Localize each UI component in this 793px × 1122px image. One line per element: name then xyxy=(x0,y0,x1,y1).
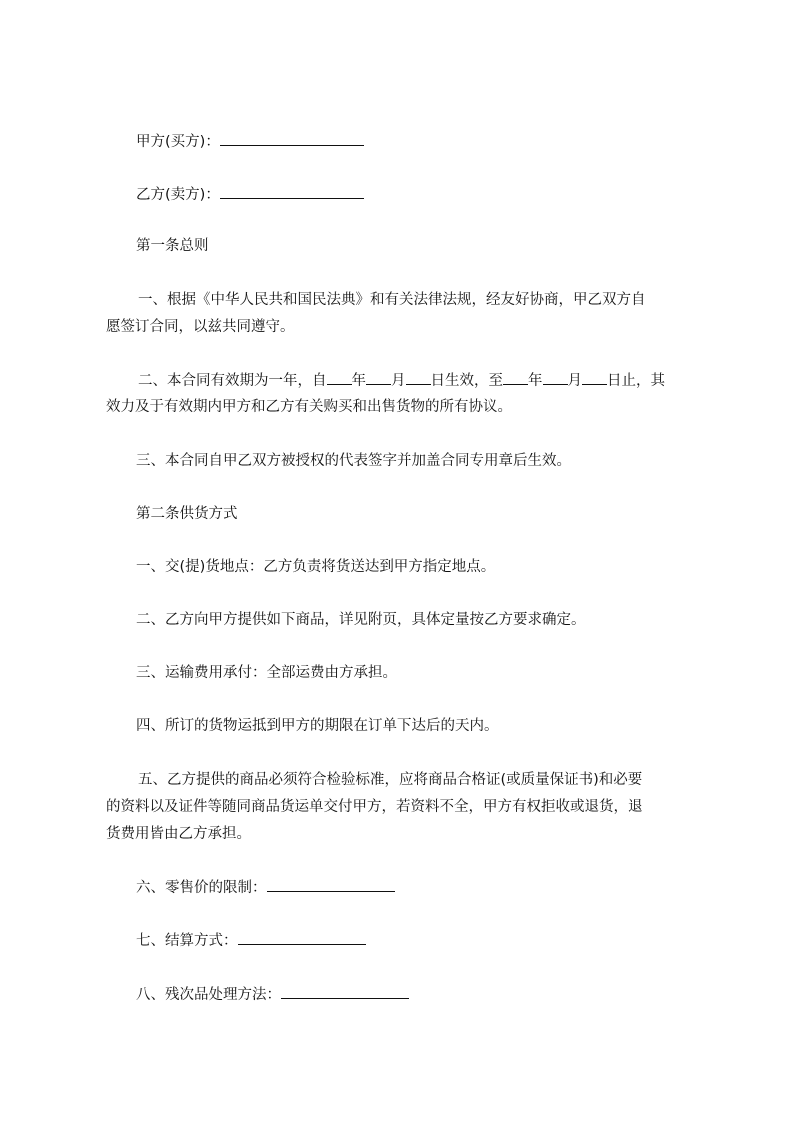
p2-text-b: 年 xyxy=(351,373,366,389)
section2-item3: 三、运输费用承付：全部运费由方承担。 xyxy=(136,665,397,681)
defect-handling-blank[interactable] xyxy=(281,984,409,999)
section2-item5-line2: 的资料以及证件等随同商品货运单交付甲方，若资料不全，甲方有权拒收或退货，退 xyxy=(106,799,643,815)
start-month-blank[interactable] xyxy=(366,370,391,385)
p2-text-e: 年 xyxy=(528,373,543,389)
section1-p1-line2: 愿签订合同，以兹共同遵守。 xyxy=(106,319,295,335)
end-year-blank[interactable] xyxy=(503,370,528,385)
section2-title: 第二条供货方式 xyxy=(136,506,238,522)
section1-p2-line2: 效力及于有效期内甲方和乙方有关购买和出售货物的所有协议。 xyxy=(106,399,512,415)
retail-price-label: 六、零售价的限制： xyxy=(136,880,267,896)
section2-item5-line3: 货费用皆由乙方承担。 xyxy=(106,826,251,842)
section2-item1: 一、交(提)货地点：乙方负责将货送达到甲方指定地点。 xyxy=(136,559,496,575)
party-b-blank[interactable] xyxy=(220,184,364,199)
section1-p1-line1: 一、根据《中华人民共和国民法典》和有关法律法规，经友好协商，甲乙双方自 xyxy=(138,292,646,308)
p2-text-d: 日生效，至 xyxy=(430,373,503,389)
section2-item4: 四、所订的货物运抵到甲方的期限在订单下达后的天内。 xyxy=(136,718,499,734)
defect-handling-label: 八、残次品处理方法： xyxy=(136,987,281,1003)
defect-handling-line xyxy=(136,984,409,1005)
retail-price-blank[interactable] xyxy=(267,877,395,892)
p2-text-a: 二、本合同有效期为一年，自 xyxy=(138,373,327,389)
section2-item5-line1: 五、乙方提供的商品必须符合检验标准，应将商品合格证(或质量保证书)和必要 xyxy=(138,772,643,788)
party-b-label: 乙方(卖方)： xyxy=(136,187,220,203)
start-year-blank[interactable] xyxy=(327,370,352,385)
section2-item2: 二、乙方向甲方提供如下商品，详见附页，具体定量按乙方要求确定。 xyxy=(136,612,586,628)
party-a-label: 甲方(买方)： xyxy=(136,134,220,150)
section1-p3: 三、本合同自甲乙双方被授权的代表签字并加盖合同专用章后生效。 xyxy=(136,453,571,469)
section1-p2-line1 xyxy=(138,370,665,391)
section1-title: 第一条总则 xyxy=(136,238,209,254)
end-month-blank[interactable] xyxy=(543,370,568,385)
end-day-blank[interactable] xyxy=(582,370,607,385)
party-a-line xyxy=(136,131,364,152)
p2-text-f: 月 xyxy=(567,373,582,389)
start-day-blank[interactable] xyxy=(406,370,431,385)
settlement-line xyxy=(136,930,366,951)
p2-text-g: 日止，其 xyxy=(607,373,665,389)
settlement-blank[interactable] xyxy=(238,930,366,945)
party-a-blank[interactable] xyxy=(220,131,364,146)
party-b-line xyxy=(136,184,364,205)
p2-text-c: 月 xyxy=(391,373,406,389)
settlement-label: 七、结算方式： xyxy=(136,933,238,949)
retail-price-line xyxy=(136,877,395,898)
